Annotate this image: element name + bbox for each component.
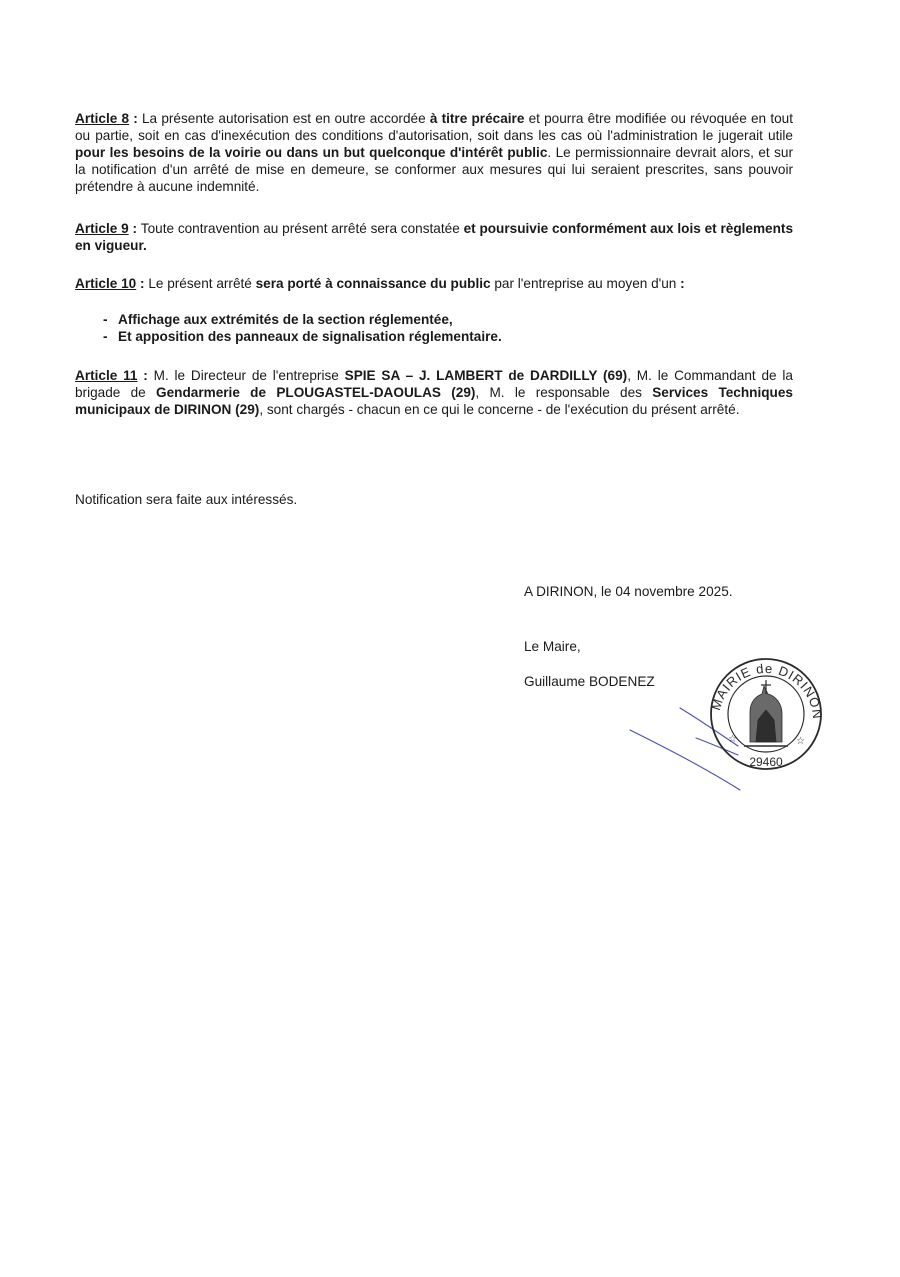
list-item: - Et apposition des panneaux de signalisation réglementaire. (103, 329, 502, 344)
article-8-label: Article 8 (75, 111, 130, 126)
article-9: Article 9 : Toute contravention au présent arrêté sera constatée et poursuivie conformément aux lois et règlements en vigueur. (75, 221, 794, 253)
stamp-code: 29460 (749, 755, 783, 769)
star-icon: ☆ (728, 734, 737, 745)
article-8: Article 8 : La présente autorisation est en outre accordée à titre précaire et pourra être modifiée ou révoquée en tout ou partie, soit en cas d'inexécution des conditions d'autorisation, soit dans les cas où l'administration le jugerait utile pour les besoins de la voirie ou dans un but quelconque d'intérêt public. Le permissionnaire devrait alors, et sur la notification d'un arrêté de mise en demeure, se conformer aux mesures qui lui seraient prescrites, sans pouvoir prétendre à aucune indemnité. (75, 111, 793, 194)
notification-line: Notification sera faite aux intéressés. (75, 492, 298, 507)
article-11: Article 11 : M. le Directeur de l'entreprise SPIE SA – J. LAMBERT de DARDILLY (69), M. le Commandant de la brigade de Gendarmerie de PLOUGASTEL-DAOULAS (29), M. le responsable des Services Techniques municipaux de DIRINON (29), sont chargés - chacun en ce qui le concerne - de l'exécution du présent arrêté. (75, 368, 793, 417)
mayor-name: Guillaume BODENEZ (524, 674, 655, 689)
star-icon: ☆ (796, 736, 805, 747)
article-9-label: Article 9 (75, 221, 129, 236)
signature-place-date: A DIRINON, le 04 novembre 2025. (524, 584, 733, 599)
mairie-stamp-seal (708, 659, 825, 769)
article-11-label: Article 11 (75, 368, 138, 383)
stamp-top-text: MAIRIE de DIRINON (708, 660, 826, 721)
mairie-stamp-and-signature (600, 650, 830, 795)
article-10-bullet-list (75, 311, 793, 345)
list-item: - Affichage aux extrémités de la section réglementée, (103, 312, 453, 327)
article-10: Article 10 : Le présent arrêté sera porté à connaissance du public par l'entreprise au moyen d'un : (75, 276, 685, 291)
signature-title: Le Maire, (524, 639, 581, 654)
article-10-label: Article 10 (75, 276, 137, 291)
stamp-crest-icon (744, 680, 788, 746)
